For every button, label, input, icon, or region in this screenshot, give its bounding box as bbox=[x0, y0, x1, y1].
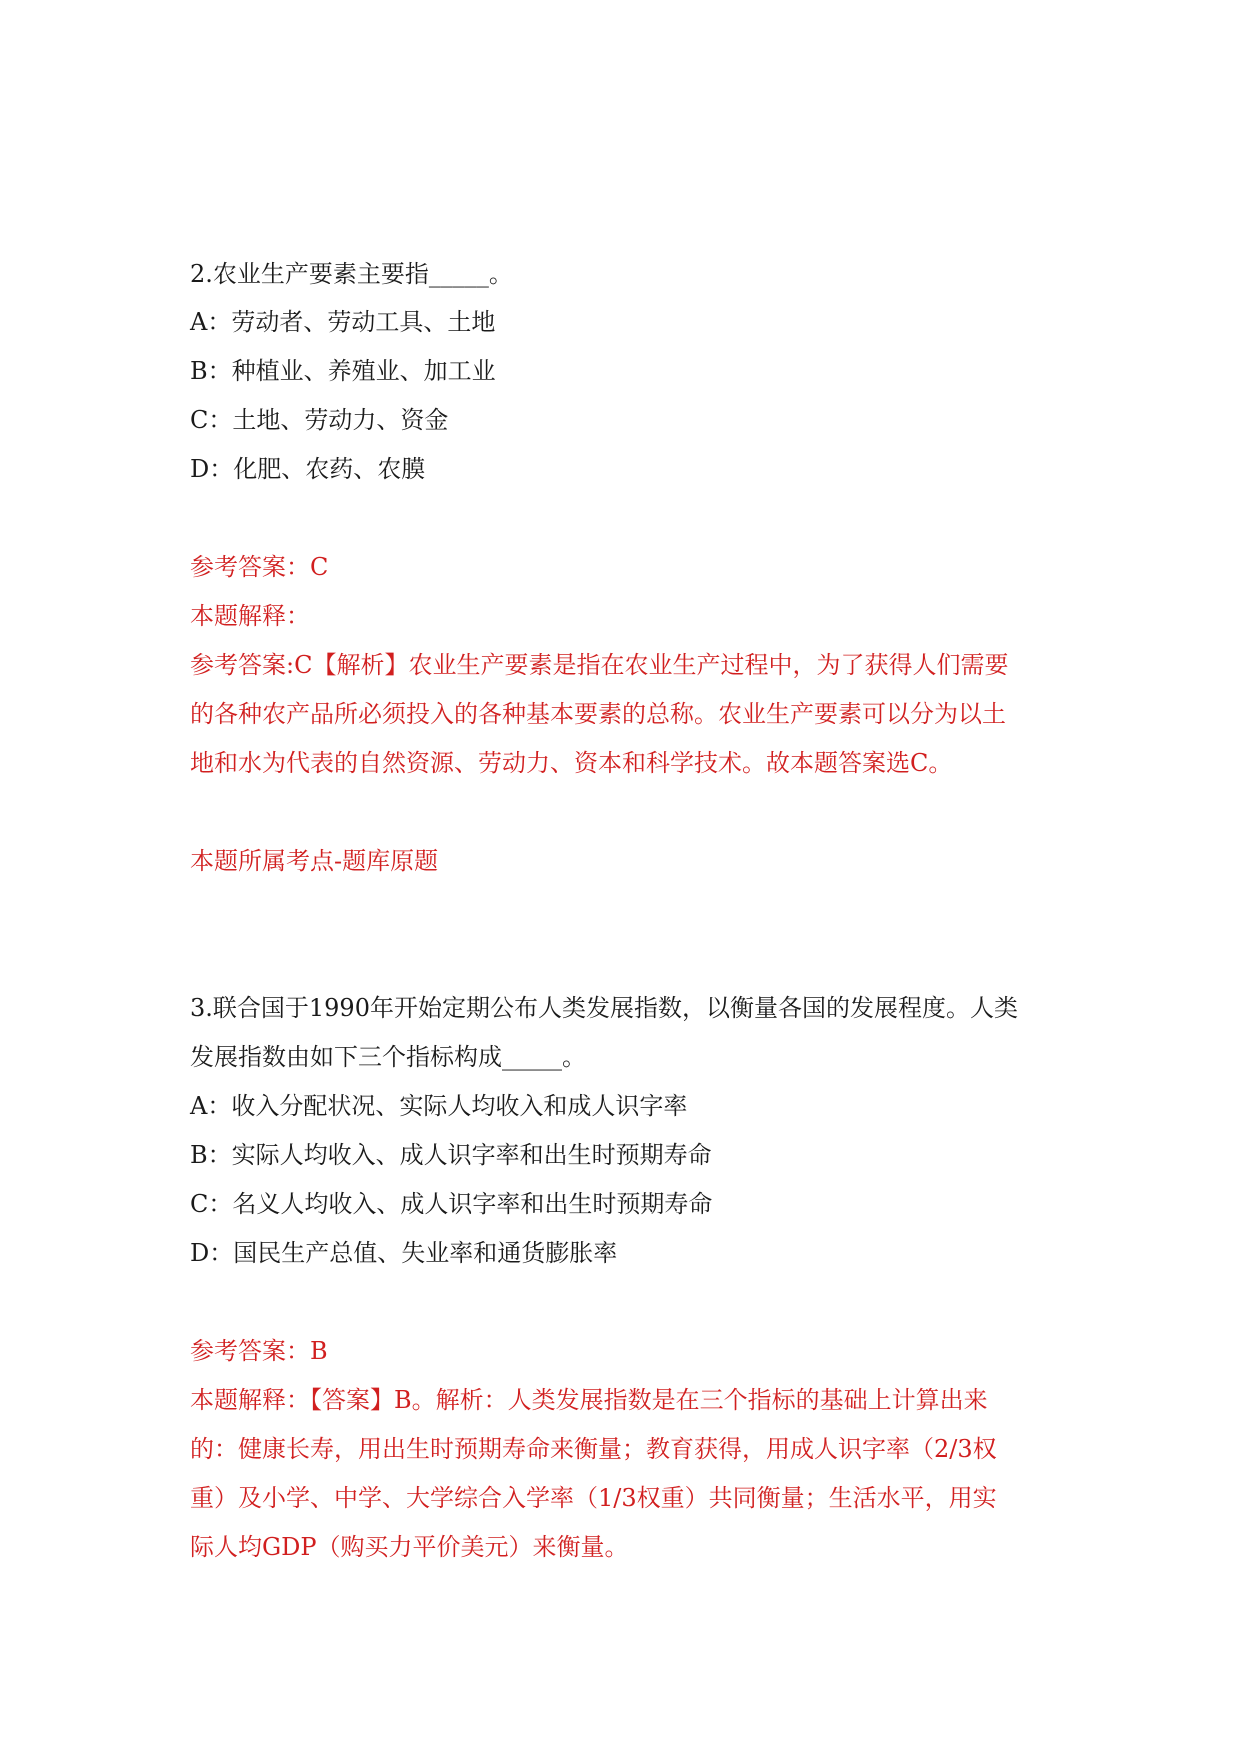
explanation-line: 本题解释：【答案】B。解析：人类发展指数是在三个指标的基础上计算出来 bbox=[190, 1386, 988, 1414]
question-text-line: 3.联合国于1990年开始定期公布人类发展指数，以衡量各国的发展程度。人类 bbox=[190, 994, 1018, 1022]
option-c: C：土地、劳动力、资金 bbox=[190, 406, 449, 434]
explanation-line: 参考答案:C【解析】农业生产要素是指在农业生产过程中，为了获得人们需要 bbox=[190, 651, 1009, 679]
explanation-line: 的各种农产品所必须投入的各种基本要素的总称。农业生产要素可以分为以土 bbox=[190, 700, 1006, 728]
question-text: 2.农业生产要素主要指_____。 bbox=[190, 260, 513, 288]
explanation-line: 重）及小学、中学、大学综合入学率（1/3权重）共同衡量；生活水平，用实 bbox=[190, 1484, 997, 1512]
reference-answer: 参考答案：C bbox=[190, 553, 329, 581]
option-a: A：收入分配状况、实际人均收入和成人识字率 bbox=[190, 1092, 688, 1120]
question-text-line: 发展指数由如下三个指标构成_____。 bbox=[190, 1043, 586, 1071]
explanation-line: 的：健康长寿，用出生时预期寿命来衡量；教育获得，用成人识字率（2/3权 bbox=[190, 1435, 997, 1463]
reference-answer: 参考答案：B bbox=[190, 1337, 328, 1365]
option-c: C：名义人均收入、成人识字率和出生时预期寿命 bbox=[190, 1190, 713, 1218]
option-b: B：种植业、养殖业、加工业 bbox=[190, 357, 496, 385]
option-a: A：劳动者、劳动工具、土地 bbox=[190, 308, 496, 336]
option-d: D：化肥、农药、农膜 bbox=[190, 455, 426, 483]
explanation-line: 地和水为代表的自然资源、劳动力、资本和科学技术。故本题答案选C。 bbox=[190, 749, 953, 777]
explanation-line: 际人均GDP（购买力平价美元）来衡量。 bbox=[190, 1533, 629, 1561]
option-b: B：实际人均收入、成人识字率和出生时预期寿命 bbox=[190, 1141, 712, 1169]
explanation-label: 本题解释： bbox=[190, 602, 310, 630]
topic-tag: 本题所属考点-题库原题 bbox=[190, 847, 439, 875]
option-d: D：国民生产总值、失业率和通货膨胀率 bbox=[190, 1239, 618, 1267]
